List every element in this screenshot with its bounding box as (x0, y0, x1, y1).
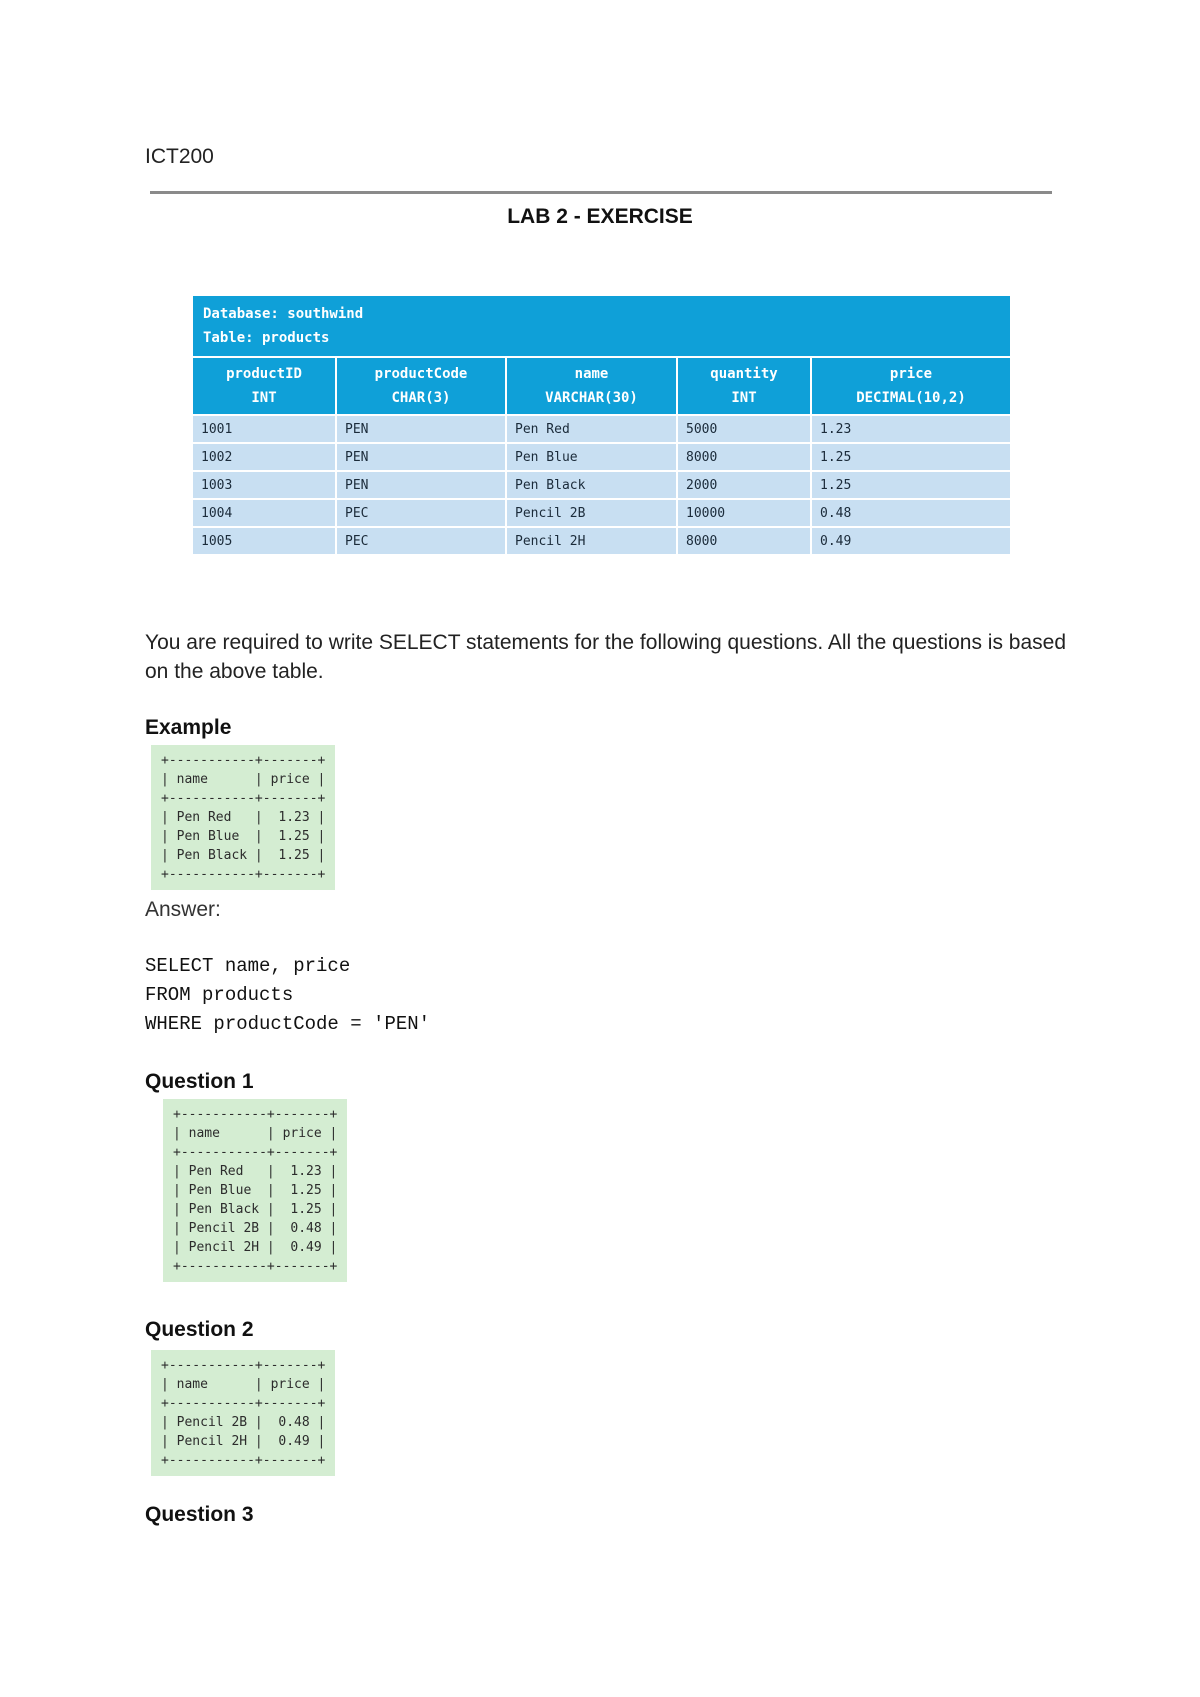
table-cell: Pencil 2H (507, 526, 678, 554)
table-cell: 1004 (193, 498, 337, 526)
table-caption (193, 296, 1010, 358)
column-header-productcode (337, 358, 507, 414)
table-row (193, 526, 1010, 554)
answer-label: Answer: (145, 898, 221, 921)
sql-line: FROM products (145, 984, 294, 1006)
column-name: productCode (374, 366, 468, 382)
column-name: quantity (710, 366, 778, 382)
table-cell: Pen Blue (507, 442, 678, 470)
table-cell: 1005 (193, 526, 337, 554)
column-type: INT (731, 390, 757, 406)
table-cell: Pen Black (507, 470, 678, 498)
table-cell: Pen Red (507, 414, 678, 442)
table-cell: PEN (337, 414, 507, 442)
question-2-result-box: +-----------+-------+ | name | price | +-----------+-------+ | Pencil 2B | 0.48 | | Pencil 2H | 0.49 | +-----------+-------+ (151, 1350, 335, 1476)
column-name: price (889, 366, 933, 382)
table-row (193, 414, 1010, 442)
column-type: INT (251, 390, 277, 406)
column-header-quantity (678, 358, 812, 414)
sql-answer (145, 952, 430, 1039)
header-rule (150, 191, 1052, 194)
table-cell: 10000 (678, 498, 812, 526)
course-code: ICT200 (145, 145, 214, 168)
table-cell: 1.25 (812, 442, 1010, 470)
column-name: productID (226, 366, 302, 382)
intro-paragraph: You are required to write SELECT statements for the following questions. All the questions is based on the above table. (145, 631, 1067, 683)
column-name: name (574, 366, 609, 382)
table-row (193, 442, 1010, 470)
question-3-heading: Question 3 (145, 1503, 254, 1526)
table-cell: 1.25 (812, 470, 1010, 498)
table-cell: 1003 (193, 470, 337, 498)
column-type: DECIMAL(10,2) (856, 390, 966, 406)
table-cell: 1002 (193, 442, 337, 470)
table-line: Table: products (203, 330, 330, 346)
example-result-box: +-----------+-------+ | name | price | +-----------+-------+ | Pen Red | 1.23 | | Pen Blue | 1.25 | | Pen Black | 1.25 | +-----------+-------+ (151, 745, 335, 890)
table-cell: PEC (337, 498, 507, 526)
column-header-price (812, 358, 1010, 414)
table-cell: PEN (337, 442, 507, 470)
table-cell: 8000 (678, 442, 812, 470)
table-cell: PEN (337, 470, 507, 498)
table-cell: 8000 (678, 526, 812, 554)
table-cell: 1001 (193, 414, 337, 442)
sql-line: WHERE productCode = 'PEN' (145, 1013, 431, 1035)
question-1-heading: Question 1 (145, 1070, 254, 1093)
table-cell: Pencil 2B (507, 498, 678, 526)
database-line: Database: southwind (203, 306, 364, 322)
table-row (193, 498, 1010, 526)
page-title: LAB 2 - EXERCISE (507, 205, 693, 228)
column-header-name (507, 358, 678, 414)
question-2-heading: Question 2 (145, 1318, 254, 1341)
products-schema-table (193, 296, 1010, 554)
column-header-productid (193, 358, 337, 414)
table-cell: 0.48 (812, 498, 1010, 526)
column-type: CHAR(3) (391, 390, 451, 406)
table-cell: 2000 (678, 470, 812, 498)
table-cell: PEC (337, 526, 507, 554)
question-1-result-box: +-----------+-------+ | name | price | +-----------+-------+ | Pen Red | 1.23 | | Pen Blue | 1.25 | | Pen Black | 1.25 | | Pencil 2B | 0.48 | | Pencil 2H | 0.49 | +-----------+-------+ (163, 1099, 347, 1282)
table-cell: 0.49 (812, 526, 1010, 554)
table-cell: 5000 (678, 414, 812, 442)
column-type: VARCHAR(30) (545, 390, 638, 406)
example-heading: Example (145, 716, 232, 739)
sql-line: SELECT name, price (145, 955, 351, 977)
table-cell: 1.23 (812, 414, 1010, 442)
table-row (193, 470, 1010, 498)
